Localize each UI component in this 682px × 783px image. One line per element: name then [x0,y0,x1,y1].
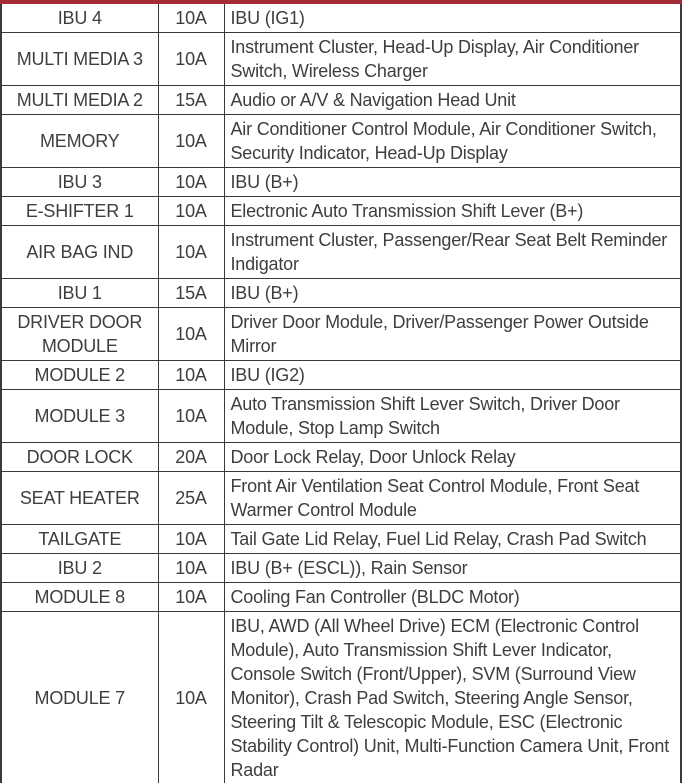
fuse-name-cell: MODULE 2 [1,361,158,390]
fuse-amperage-cell: 10A [158,4,224,33]
fuse-name-cell: IBU 4 [1,4,158,33]
fuse-protected-component-cell: Audio or A/V & Navigation Head Unit [224,86,681,115]
fuse-row [1,4,681,33]
fuse-name-cell: IBU 2 [1,554,158,583]
fuse-row [1,226,681,279]
fuse-protected-component-cell: IBU (B+) [224,168,681,197]
fuse-name-cell: SEAT HEATER [1,472,158,525]
fuse-protected-component-cell: IBU (B+ (ESCL)), Rain Sensor [224,554,681,583]
fuse-row [1,279,681,308]
fuse-row [1,168,681,197]
fuse-row [1,583,681,612]
fuse-row [1,612,681,783]
fuse-row [1,33,681,86]
fuse-name-cell: AIR BAG IND [1,226,158,279]
fuse-amperage-cell: 10A [158,583,224,612]
fuse-name-cell: MULTI MEDIA 2 [1,86,158,115]
fuse-protected-component-cell: Driver Door Module, Driver/Passenger Power Outside Mirror [224,308,681,361]
fuse-protected-component-cell: IBU (B+) [224,279,681,308]
fuse-protected-component-cell: Instrument Cluster, Passenger/Rear Seat Belt Reminder Indigator [224,226,681,279]
fuse-name-cell: DOOR LOCK [1,443,158,472]
fuse-amperage-cell: 15A [158,279,224,308]
fuse-amperage-cell: 10A [158,554,224,583]
fuse-protected-component-cell: Auto Transmission Shift Lever Switch, Driver Door Module, Stop Lamp Switch [224,390,681,443]
fuse-amperage-cell: 10A [158,612,224,783]
fuse-protected-component-cell: Air Conditioner Control Module, Air Conditioner Switch, Security Indicator, Head-Up Display [224,115,681,168]
fuse-amperage-cell: 10A [158,308,224,361]
fuse-amperage-cell: 10A [158,168,224,197]
fuse-amperage-cell: 10A [158,197,224,226]
fuse-name-cell: TAILGATE [1,525,158,554]
fuse-row [1,525,681,554]
fuse-table [0,4,682,783]
fuse-row [1,472,681,525]
fuse-protected-component-cell: Electronic Auto Transmission Shift Lever (B+) [224,197,681,226]
fuse-name-cell: E-SHIFTER 1 [1,197,158,226]
fuse-protected-component-cell: IBU (IG1) [224,4,681,33]
fuse-name-cell: IBU 3 [1,168,158,197]
fuse-amperage-cell: 10A [158,33,224,86]
fuse-name-cell: MODULE 3 [1,390,158,443]
fuse-row [1,554,681,583]
fuse-name-cell: DRIVER DOOR MODULE [1,308,158,361]
fuse-table-body [1,4,681,783]
fuse-name-cell: MULTI MEDIA 3 [1,33,158,86]
fuse-amperage-cell: 10A [158,226,224,279]
fuse-amperage-cell: 10A [158,115,224,168]
fuse-protected-component-cell: Cooling Fan Controller (BLDC Motor) [224,583,681,612]
fuse-name-cell: IBU 1 [1,279,158,308]
fuse-amperage-cell: 10A [158,390,224,443]
fuse-row [1,361,681,390]
fuse-row [1,390,681,443]
fuse-row [1,86,681,115]
fuse-row [1,197,681,226]
fuse-amperage-cell: 20A [158,443,224,472]
fuse-amperage-cell: 15A [158,86,224,115]
fuse-amperage-cell: 10A [158,361,224,390]
fuse-name-cell: MEMORY [1,115,158,168]
fuse-protected-component-cell: IBU, AWD (All Wheel Drive) ECM (Electronic Control Module), Auto Transmission Shift Lever Indicator, Console Switch (Front/Upper), SVM (Surround View Monitor), Crash Pad Switch, Steering Angle Sensor, Steering Tilt & Telescopic Module, ESC (Electronic Stability Control) Unit, Multi-Function Camera Unit, Front Radar [224,612,681,783]
fuse-row [1,308,681,361]
fuse-protected-component-cell: Tail Gate Lid Relay, Fuel Lid Relay, Crash Pad Switch [224,525,681,554]
fuse-protected-component-cell: Front Air Ventilation Seat Control Module, Front Seat Warmer Control Module [224,472,681,525]
fuse-row [1,115,681,168]
fuse-name-cell: MODULE 8 [1,583,158,612]
fuse-protected-component-cell: Door Lock Relay, Door Unlock Relay [224,443,681,472]
fuse-amperage-cell: 10A [158,525,224,554]
fuse-amperage-cell: 25A [158,472,224,525]
fuse-name-cell: MODULE 7 [1,612,158,783]
fuse-protected-component-cell: IBU (IG2) [224,361,681,390]
fuse-row [1,443,681,472]
fuse-protected-component-cell: Instrument Cluster, Head-Up Display, Air Conditioner Switch, Wireless Charger [224,33,681,86]
